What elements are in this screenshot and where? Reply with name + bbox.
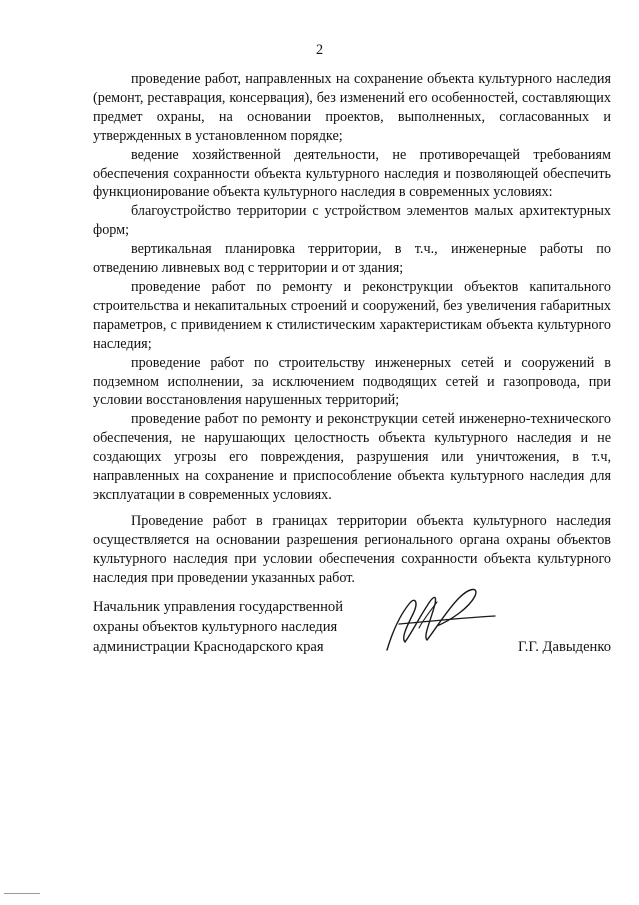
scan-edge-line (4, 893, 40, 894)
paragraph-item: проведение работ по ремонту и реконструкции сетей инженерно-технического обеспечения, не нарушающих целостность объекта культурного наследия и не создающих угрозы его повреждения, разрушения или уничтожения, в т.ч, направленных на сохранение и приспособление объекта культурного наследия для эксплуатации в современных условиях. (93, 411, 611, 503)
signatory-position-line: охраны объектов культурного наследия (93, 619, 338, 635)
paragraph-item: ведение хозяйственной деятельности, не противоречащей требованиям обеспечения сохранности объекта культурного наследия и позволяющей обеспечить функционирование объекта культурного наследия в современных условиях: (93, 146, 611, 201)
signatory-position (93, 597, 343, 657)
signature-block (93, 597, 611, 667)
signatory-name: Г.Г. Давыденко (517, 639, 611, 655)
document-body (93, 70, 611, 587)
paragraph-item: проведение работ по строительству инженерных сетей и сооружений в подземном исполнении, за исключением подводящих сетей и газопровода, при условии восстановления нарушенных территорий; (93, 354, 611, 409)
paragraph-item: проведение работ, направленных на сохранение объекта культурного наследия (ремонт, реставрация, консервация), без изменений его особенностей, составляющих предмет охраны, на основании проектов, выполненных, согласованных и утвержденных в установленном порядке; (93, 71, 611, 144)
signatory-position-line: Начальник управления государственной (93, 599, 344, 615)
final-paragraph: Проведение работ в границах территории объекта культурного наследия осуществляется на основании разрешения регионального органа охраны объектов культурного наследия при условии обеспечения сохранности объекта культурного наследия при проведении указанных работ. (93, 512, 611, 586)
paragraph-item: благоустройство территории с устройством элементов малых архитектурных форм; (93, 203, 611, 239)
page-number: 2 (315, 42, 324, 58)
handwritten-signature (379, 580, 499, 656)
paragraph-item: вертикальная планировка территории, в т.ч., инженерные работы по отведению ливневых вод с территории и от здания; (93, 241, 611, 277)
signatory-position-line: администрации Краснодарского края (93, 639, 324, 655)
paragraph-item: проведение работ по ремонту и реконструкции объектов капитального строительства и некапитальных строений и сооружений, без увеличения габаритных параметров, с привидением к стилистическим характеристикам объекта культурного наследия; (93, 278, 611, 352)
